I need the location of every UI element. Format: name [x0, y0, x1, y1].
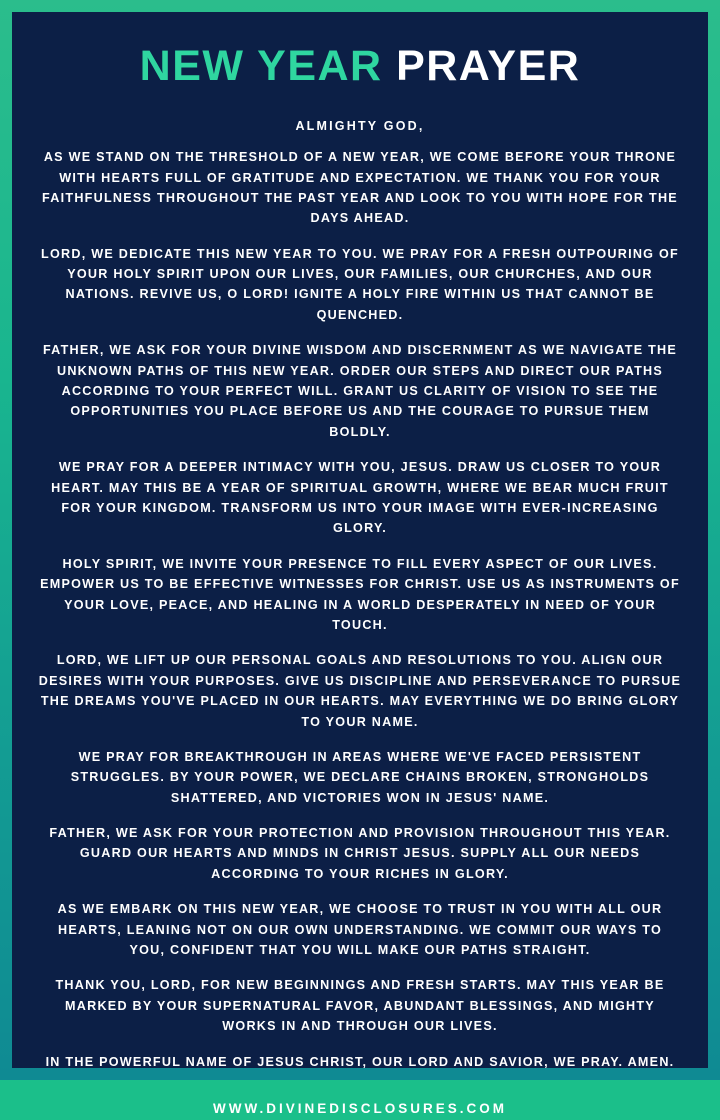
page-title [140, 44, 581, 89]
prayer-paragraph: LORD, WE DEDICATE THIS NEW YEAR TO YOU. WE PRAY FOR A FRESH OUTPOURING OF YOUR HOLY SPIRIT UPON OUR LIVES, OUR FAMILIES, OUR CHURCHES, AND OUR NATIONS. REVIVE US, O LORD! IGNITE A HOLY FIRE WITHIN US THAT CANNOT BE QUENCHED. [41, 246, 679, 322]
prayer-paragraph: WE PRAY FOR BREAKTHROUGH IN AREAS WHERE WE'VE FACED PERSISTENT STRUGGLES. BY YOUR POWER, WE DECLARE CHAINS BROKEN, STRONGHOLDS SHATTERED, AND VICTORIES WON IN JESUS' NAME. [70, 749, 650, 805]
title-part-white: PRAYER [396, 42, 581, 90]
title-part-green: NEW YEAR [139, 42, 383, 90]
prayer-paragraph: FATHER, WE ASK FOR YOUR DIVINE WISDOM AND DISCERNMENT AS WE NAVIGATE THE UNKNOWN PATHS OF THIS NEW YEAR. ORDER OUR STEPS AND DIRECT OUR PATHS ACCORDING TO YOUR PERFECT WILL. GRANT US CLARITY OF VISION TO SEE THE OPPORTUNITIES YOU PLACE BEFORE US AND THE COURAGE TO PURSUE THEM BOLDLY. [42, 343, 678, 439]
poster-panel [12, 12, 708, 1116]
prayer-paragraph: LORD, WE LIFT UP OUR PERSONAL GOALS AND RESOLUTIONS TO YOU. ALIGN OUR DESIRES WITH YOUR PURPOSES. GIVE US DISCIPLINE AND PERSEVERANCE TO PURSUE THE DREAMS YOU'VE PLACED IN OUR HEARTS. MAY EVERYTHING WE DO BRING GLORY TO YOUR NAME. [38, 653, 682, 729]
salutation: ALMIGHTY GOD, [295, 119, 425, 134]
prayer-paragraph: AS WE STAND ON THE THRESHOLD OF A NEW YEAR, WE COME BEFORE YOUR THRONE WITH HEARTS FULL OF GRATITUDE AND EXPECTATION. WE THANK YOU FOR YOUR FAITHFULNESS THROUGHOUT THE PAST YEAR AND LOOK TO YOU WITH HOPE FOR THE DAYS AHEAD. [42, 150, 678, 226]
prayer-body [38, 147, 682, 1087]
prayer-paragraph: THANK YOU, LORD, FOR NEW BEGINNINGS AND FRESH STARTS. MAY THIS YEAR BE MARKED BY YOUR SUPERNATURAL FAVOR, ABUNDANT BLESSINGS, AND MIGHTY WORKS IN AND THROUGH OUR LIVES. [55, 978, 665, 1034]
prayer-paragraph: IN THE POWERFUL NAME OF JESUS CHRIST, OUR LORD AND SAVIOR, WE PRAY. AMEN. [45, 1054, 675, 1069]
prayer-paragraph: HOLY SPIRIT, WE INVITE YOUR PRESENCE TO FILL EVERY ASPECT OF OUR LIVES. EMPOWER US TO BE EFFECTIVE WITNESSES FOR CHRIST. USE US AS INSTRUMENTS OF YOUR LOVE, PEACE, AND HEALING IN A WORLD DESPERATELY IN NEED OF YOUR TOUCH. [40, 556, 680, 632]
prayer-paragraph: WE PRAY FOR A DEEPER INTIMACY WITH YOU, JESUS. DRAW US CLOSER TO YOUR HEART. MAY THIS BE A YEAR OF SPIRITUAL GROWTH, WHERE WE BEAR MUCH FRUIT FOR YOUR KINGDOM. TRANSFORM US INTO YOUR IMAGE WITH EVER-INCREASING GLORY. [51, 460, 669, 536]
website-url[interactable]: WWW.DIVINEDISCLOSURES.COM [213, 1100, 507, 1116]
prayer-paragraph: FATHER, WE ASK FOR YOUR PROTECTION AND PROVISION THROUGHOUT THIS YEAR. GUARD OUR HEARTS AND MINDS IN CHRIST JESUS. SUPPLY ALL OUR NEEDS ACCORDING TO YOUR RICHES IN GLORY. [49, 826, 671, 881]
prayer-paragraph: AS WE EMBARK ON THIS NEW YEAR, WE CHOOSE TO TRUST IN YOU WITH ALL OUR HEARTS, LEANING NOT ON OUR OWN UNDERSTANDING. WE COMMIT OUR WAYS TO YOU, CONFIDENT THAT YOU WILL MAKE OUR PATHS STRAIGHT. [57, 902, 663, 958]
